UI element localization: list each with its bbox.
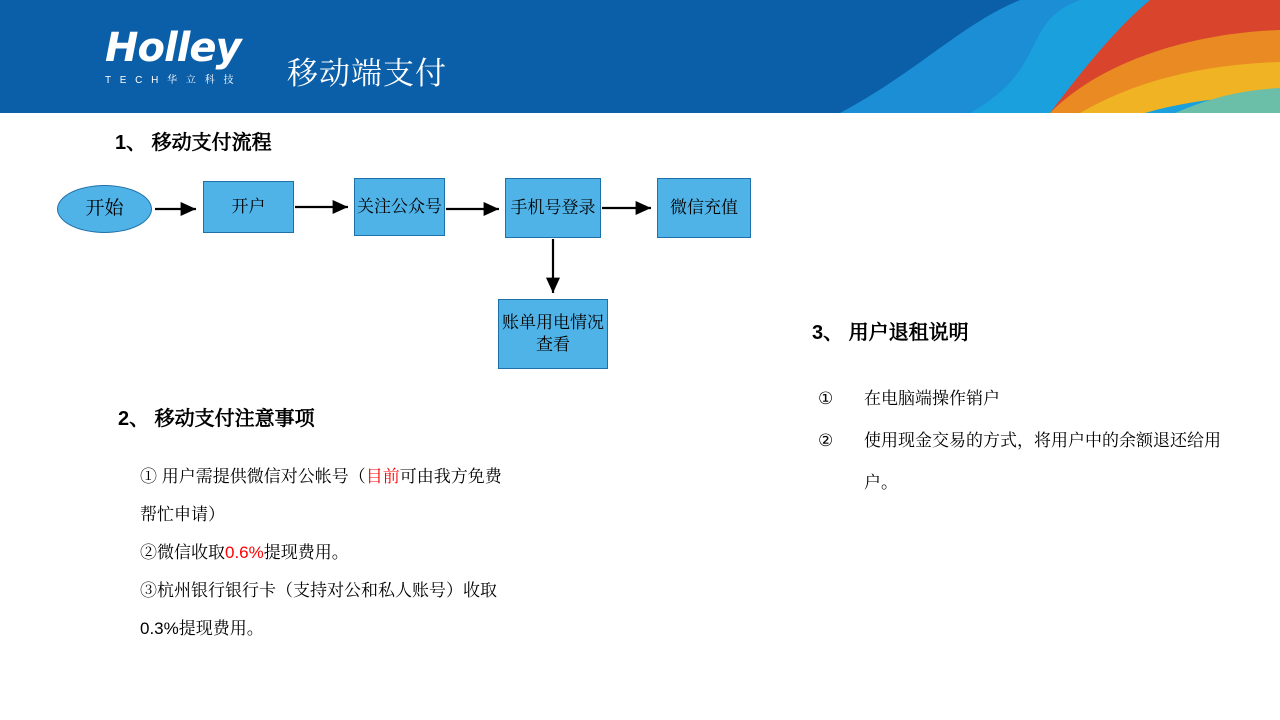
company-logo (105, 25, 270, 90)
note-item-2 (140, 534, 700, 572)
refund-item-1-text: 在电脑端操作销户 (864, 389, 1000, 408)
section-heading-refund: 3、 用户退租说明 (812, 322, 969, 344)
refund-instructions-list (818, 378, 1238, 504)
refund-item-1-marker: ① (818, 389, 834, 408)
note-item-1-line-1 (140, 458, 700, 496)
note-item-1-text-b: 可由我方免费 (399, 467, 502, 486)
flow-node-start[interactable]: 开始 (57, 185, 152, 233)
payment-notes-list (140, 458, 700, 648)
header-banner (0, 0, 1280, 113)
logo-wordmark: Holley (105, 25, 241, 71)
refund-item-2-marker: ② (818, 431, 834, 450)
note-item-2-text-a: ②微信收取 (140, 543, 225, 562)
page-title: 移动端支付 (287, 56, 447, 91)
note-item-1-text-a: ① 用户需提供微信对公帐号（ (140, 467, 366, 486)
note-item-3-line-2: 0.3%提现费用。 (140, 619, 264, 638)
refund-item-2 (818, 420, 1238, 504)
flow-node-follow-official-account[interactable]: 关注公众号 (354, 178, 445, 236)
refund-item-1 (818, 378, 1238, 420)
note-item-2-highlight: 0.6% (225, 543, 264, 562)
logo-subtext: T E C H 华 立 科 技 (105, 75, 237, 86)
refund-item-2-text: 使用现金交易的方式，将用户中的余额退还给用户。 (864, 431, 1221, 492)
flow-node-open-account[interactable]: 开户 (203, 181, 294, 233)
section-heading-payment-flow: 1、 移动支付流程 (115, 132, 272, 154)
header-decorative-swoosh (720, 0, 1280, 113)
flow-node-wechat-recharge[interactable]: 微信充值 (657, 178, 751, 238)
note-item-2-text-b: 提现费用。 (263, 543, 349, 562)
note-item-1-line-2: 帮忙申请） (140, 505, 225, 524)
flow-node-phone-login[interactable]: 手机号登录 (505, 178, 601, 238)
note-item-3-line-1: ③杭州银行银行卡（支持对公和私人账号）收取 (140, 581, 497, 600)
note-item-1-highlight: 目前 (365, 467, 400, 486)
section-heading-payment-notes: 2、 移动支付注意事项 (118, 408, 315, 430)
flow-node-bill-usage-view[interactable]: 账单用电情况查看 (498, 299, 608, 369)
